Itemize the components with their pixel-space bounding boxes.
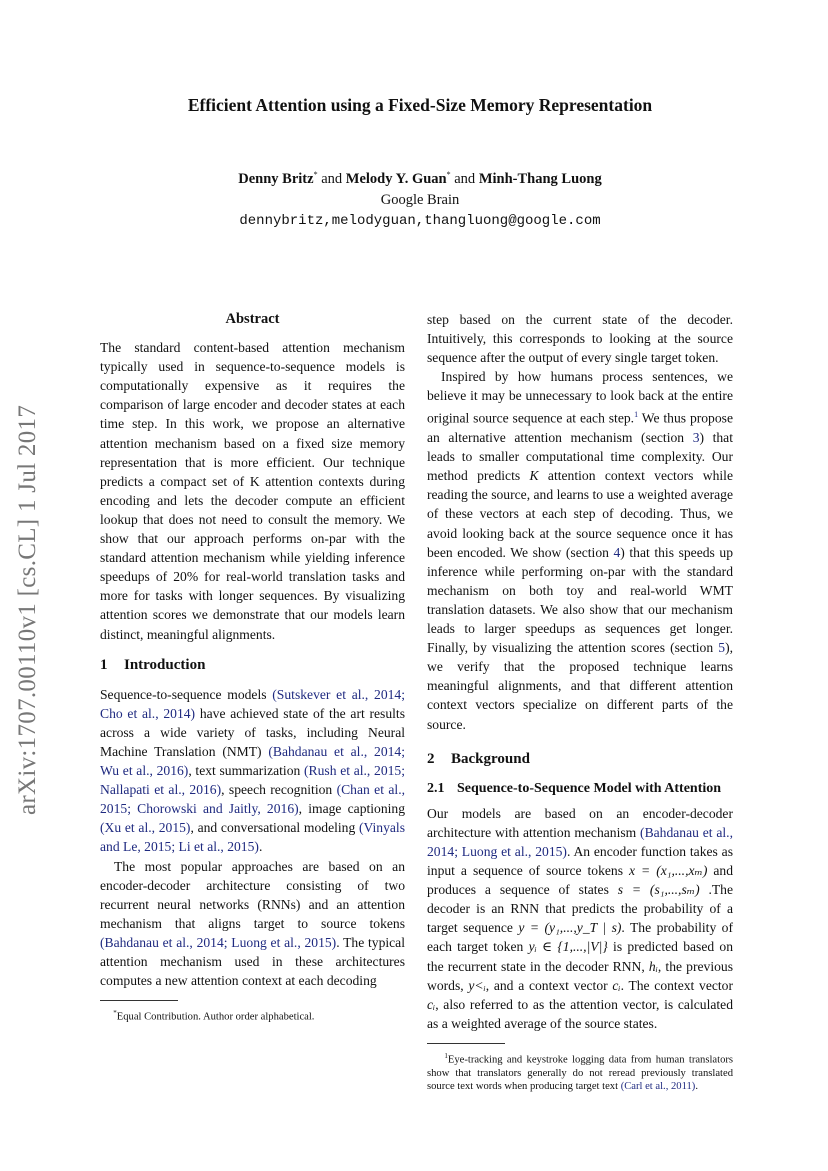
footnote-mark: * bbox=[113, 1009, 117, 1018]
math-expression: cᵢ bbox=[427, 996, 436, 1012]
math-expression: y<ᵢ bbox=[468, 977, 486, 993]
text-run: is predicted based on the recurrent state in the decoder RNN, bbox=[427, 939, 733, 974]
math-expression: y = (y₁,...,y_T | s) bbox=[518, 920, 622, 936]
subsection-heading bbox=[427, 779, 733, 798]
text-run: . The context vector bbox=[620, 977, 733, 993]
footnote-equal-contribution bbox=[100, 1007, 405, 1024]
math-expression: cᵢ bbox=[612, 977, 621, 993]
footnote-text: Equal Contribution. Author order alphabetical. bbox=[116, 1011, 315, 1023]
citation-link[interactable]: (Chan et al., 2015; Chorowski and Jaitly, 2016) bbox=[100, 782, 405, 817]
math-expression: s = (s₁,...,sₘ) bbox=[617, 882, 700, 898]
equal-contribution-mark: * bbox=[313, 170, 318, 179]
text-run: .The decoder is an RNN that predicts the probability of a target sequence bbox=[427, 882, 733, 936]
author-separator: and bbox=[450, 170, 479, 187]
text-run: ), we verify that the proposed technique learns meaningful alignments, and that different attention context vectors specialize on different parts of the source. bbox=[427, 640, 733, 732]
text-run: , and a context vector bbox=[485, 977, 613, 993]
footnote-ref[interactable]: 1 bbox=[634, 410, 639, 420]
footnote-mark: 1 bbox=[444, 1051, 448, 1060]
citation-link[interactable]: (Sutskever et al., 2014; Cho et al., 2014) bbox=[100, 686, 406, 721]
text-run: , and conversational modeling bbox=[190, 820, 359, 836]
footnote-divider bbox=[100, 1000, 178, 1001]
section-number: 2 bbox=[427, 750, 435, 767]
arxiv-identifier: arXiv:1707.00110v1 [cs.CL] 1 Jul 2017 bbox=[14, 404, 41, 816]
section-heading-introduction bbox=[100, 656, 405, 675]
text-run: ) that leads to smaller computational time complexity. Our method predicts bbox=[427, 430, 733, 484]
text-run: . The typical attention mechanism used in these architectures computes a new attention context at each decoding bbox=[100, 934, 405, 989]
author-name: Melody Y. Guan bbox=[345, 170, 447, 187]
text-run: We thus propose an alternative attention mechanism (section bbox=[427, 411, 733, 446]
text-run: , the previous words, bbox=[427, 958, 733, 993]
math-expression: x = (x₁,...,xₘ) bbox=[629, 863, 708, 879]
right-column bbox=[427, 310, 733, 1094]
citation-link[interactable]: (Carl et al., 2011) bbox=[620, 1081, 696, 1093]
citation-link[interactable]: (Bahdanau et al., 2014; Luong et al., 2015) bbox=[100, 934, 337, 950]
footnote-text: Eye-tracking and keystroke logging data from human translators show that translators generally do not reread previously translated source text words when producing target text bbox=[427, 1054, 734, 1093]
footnote-eye-tracking bbox=[427, 1050, 733, 1094]
footnote-divider bbox=[427, 1043, 505, 1044]
math-expression: yᵢ ∈ {1,...,|V|} bbox=[528, 939, 608, 955]
text-run: attention context vectors while reading the source, and learns to use a weighted average of these vectors at each step of decoding. Thus, we avoid looking back at the source sequence once it has been encoded. We show (section bbox=[427, 468, 733, 560]
author-line bbox=[238, 171, 601, 187]
affiliation: Google Brain bbox=[380, 191, 460, 208]
citation-link[interactable]: (Rush et al., 2015; Nallapati et al., 2016) bbox=[100, 763, 405, 798]
section-title: Background bbox=[451, 750, 530, 767]
citation-link[interactable]: (Vinyals and Le, 2015; Li et al., 2015) bbox=[100, 820, 405, 855]
citation-link[interactable]: (Bahdanau et al., 2014; Wu et al., 2016) bbox=[100, 743, 405, 779]
author-separator: and bbox=[317, 170, 346, 187]
text-run: ) that this speeds up inference while performing on-par with the standard mechanism on both toy and real-world WMT translation datasets. We also show that our mechanism leads to larger speedups as sequences get longer. Finally, by visualizing the attention scores (section bbox=[427, 544, 733, 656]
subsection-title: Sequence-to-Sequence Model with Attention bbox=[457, 780, 722, 796]
text-run: , also referred to as the attention vector, is calculated as a weighted average of the source states. bbox=[427, 996, 733, 1031]
abstract-text: The standard content-based attention mechanism typically used in sequence-to-sequence models is computationally expensive as it requires the comparison of large encoder and decoder states at each time step. In this work, we propose an alternative attention mechanism based on a fixed size memory representation that is more efficient. Our technique predicts a compact set of K attention contexts during encoding and lets the decoder compute an efficient lookup that does not need to consult the memory. We show that our approach performs on-par with the standard attention mechanism while yielding inference speedups of 20% for real-world translation tasks and more for tasks with longer sequences. By visualizing attention scores we demonstrate that our models learn distinct, meaningful alignments. bbox=[100, 340, 405, 642]
intro-paragraph-2 bbox=[100, 857, 405, 991]
subsection-number: 2.1 bbox=[427, 780, 445, 796]
text-run: . bbox=[695, 1081, 698, 1093]
background-paragraph bbox=[427, 804, 733, 1033]
math-expression: hᵢ bbox=[648, 958, 658, 974]
author-name: Minh-Thang Luong bbox=[478, 170, 602, 187]
abstract-heading: Abstract bbox=[225, 311, 280, 327]
intro-paragraph-4 bbox=[427, 367, 733, 733]
left-column bbox=[100, 310, 405, 1024]
citation-link[interactable]: (Bahdanau et al., 2014; Luong et al., 2015) bbox=[427, 824, 733, 859]
citation-link[interactable]: (Xu et al., 2015) bbox=[100, 820, 191, 836]
text-run: . bbox=[258, 839, 263, 855]
intro-paragraph-1 bbox=[100, 685, 405, 857]
text-run: , text summarization bbox=[188, 763, 305, 779]
text-run: have achieved state of the art results across a wide variety of tasks, including Neural Machine Translation (NMT) bbox=[100, 705, 405, 759]
text-run: , speech recognition bbox=[221, 782, 337, 798]
text-run: , image captioning bbox=[298, 801, 406, 817]
author-emails: dennybritz,melodyguan,thangluong@google.com bbox=[239, 212, 601, 229]
paper-title: Efficient Attention using a Fixed-Size Memory Representation bbox=[187, 95, 653, 115]
section-ref-link[interactable]: 5 bbox=[718, 640, 726, 656]
text-run: . The probability of each target token bbox=[427, 920, 734, 955]
section-number: 1 bbox=[100, 656, 108, 673]
math-K: K bbox=[529, 468, 539, 484]
intro-paragraph-3: step based on the current state of the decoder. Intuitively, this corresponds to looking at the source sequence after the output of every single target token. bbox=[427, 312, 733, 366]
text-run: Inspired by how humans process sentences, we believe it may be unnecessary to look back at the entire original source sequence at each step. bbox=[427, 369, 733, 426]
text-run: The most popular approaches are based on an encoder-decoder architecture consisting of two recurrent neural networks (RNNs) and an attention mechanism that aligns target to source tokens bbox=[100, 858, 405, 931]
author-block bbox=[100, 164, 740, 232]
text-run: and produces a sequence of states bbox=[427, 863, 733, 898]
text-run: . An encoder function takes as input a sequence of source tokens bbox=[427, 843, 733, 879]
section-title: Introduction bbox=[124, 656, 206, 673]
text-run: Sequence-to-sequence models bbox=[100, 686, 273, 702]
equal-contribution-mark: * bbox=[446, 170, 451, 179]
author-name: Denny Britz bbox=[238, 170, 314, 187]
section-heading-background bbox=[427, 750, 733, 769]
section-ref-link[interactable]: 4 bbox=[613, 544, 621, 560]
text-run: Our models are based on an encoder-decoder architecture with attention mechanism bbox=[427, 805, 733, 840]
section-ref-link[interactable]: 3 bbox=[692, 430, 700, 446]
